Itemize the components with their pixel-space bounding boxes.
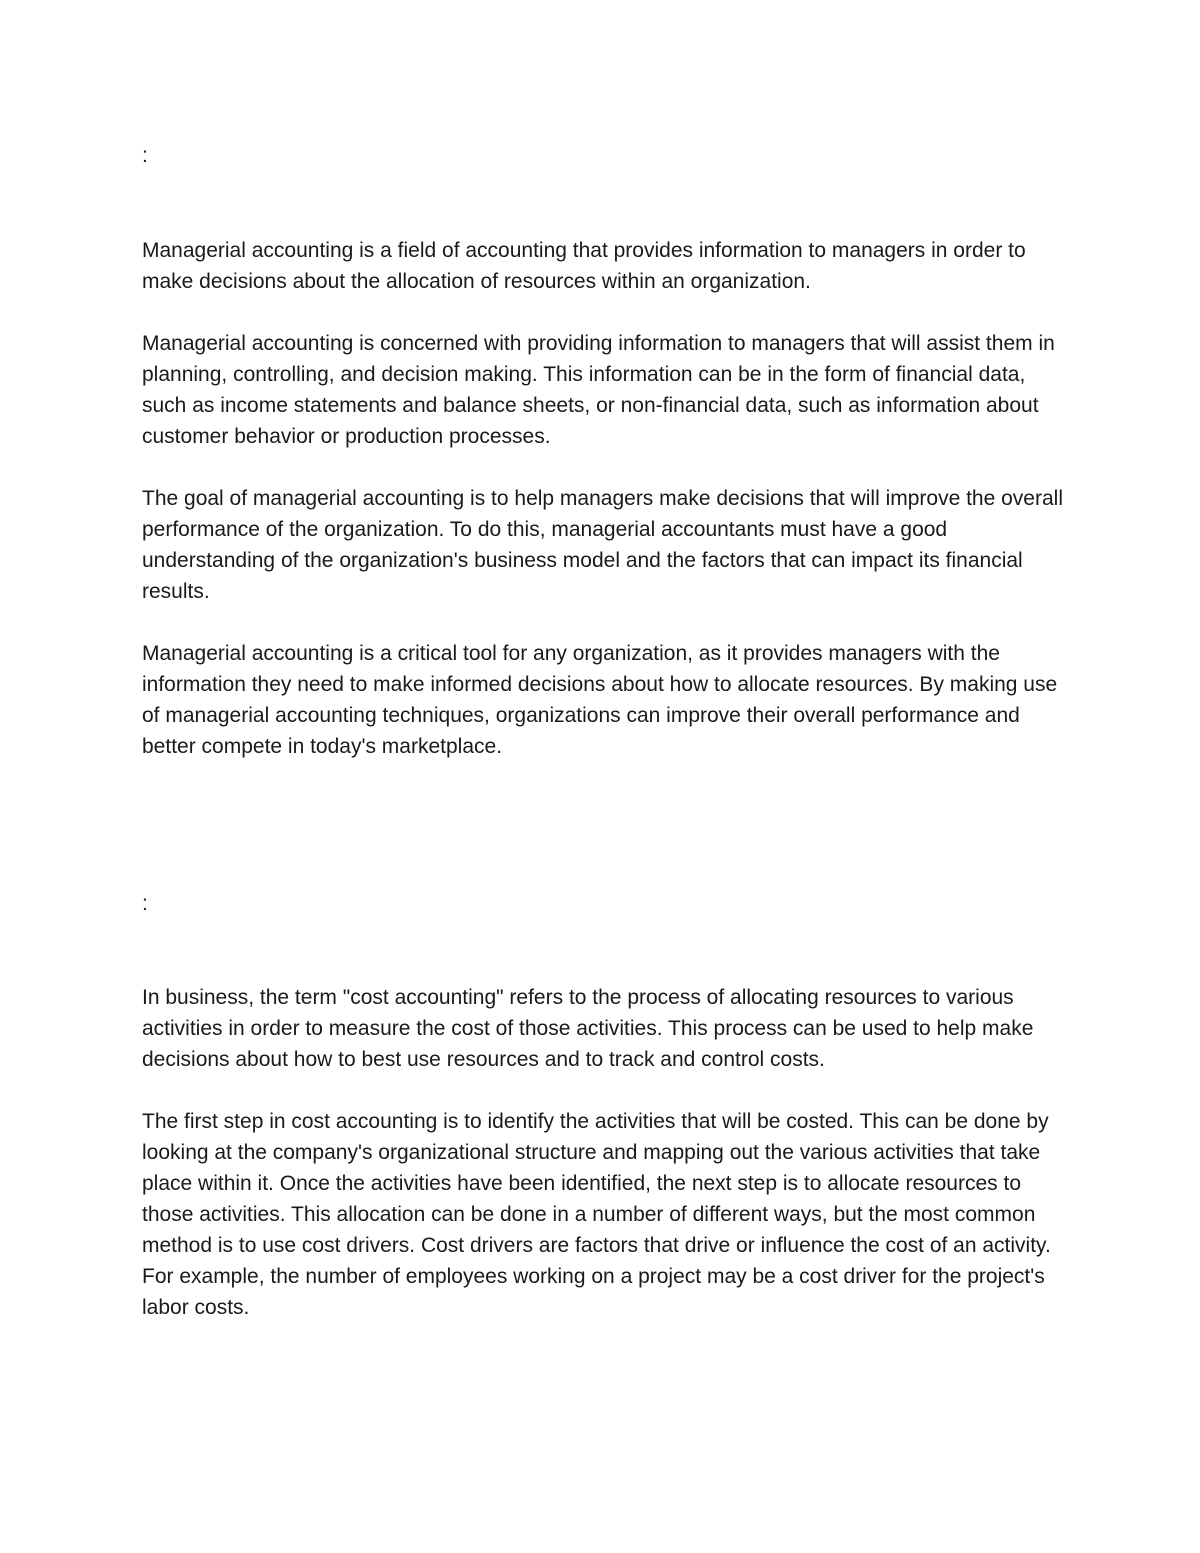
section-cost-accounting xyxy=(142,888,1067,1354)
paragraph: Managerial accounting is concerned with providing information to managers that will assist them in planning, controlling, and decision making. This information can be in the form of financial data, such as income statements and balance sheets, or non-financial data, such as information about customer behavior or production processes. xyxy=(142,332,1055,448)
section-heading: : xyxy=(142,144,148,167)
section-managerial-accounting xyxy=(142,140,1067,793)
paragraph: Managerial accounting is a critical tool for any organization, as it provides managers with the information they need to make informed decisions about how to allocate resources. By making use of managerial accounting techniques, organizations can improve their overall performance and better compete in today's marketplace. xyxy=(142,642,1058,758)
section-heading: : xyxy=(142,892,148,915)
paragraph: Managerial accounting is a field of accounting that provides information to managers in order to make decisions about the allocation of resources within an organization. xyxy=(142,239,1026,293)
paragraph: The goal of managerial accounting is to help managers make decisions that will improve the overall performance of the organization. To do this, managerial accountants must have a good understanding of the organization's business model and the factors that can impact its financial results. xyxy=(142,487,1063,603)
paragraph: In business, the term "cost accounting" refers to the process of allocating resources to various activities in order to measure the cost of those activities. This process can be used to help make decisions about how to best use resources and to track and control costs. xyxy=(142,986,1034,1071)
paragraph: The first step in cost accounting is to identify the activities that will be costed. This can be done by looking at the company's organizational structure and mapping out the various activities that take place within it. Once the activities have been identified, the next step is to allocate resources to those activities. This allocation can be done in a number of different ways, but the most common method is to use cost drivers. Cost drivers are factors that drive or influence the cost of an activity. For example, the number of employees working on a project may be a cost driver for the project's labor costs. xyxy=(142,1110,1051,1319)
